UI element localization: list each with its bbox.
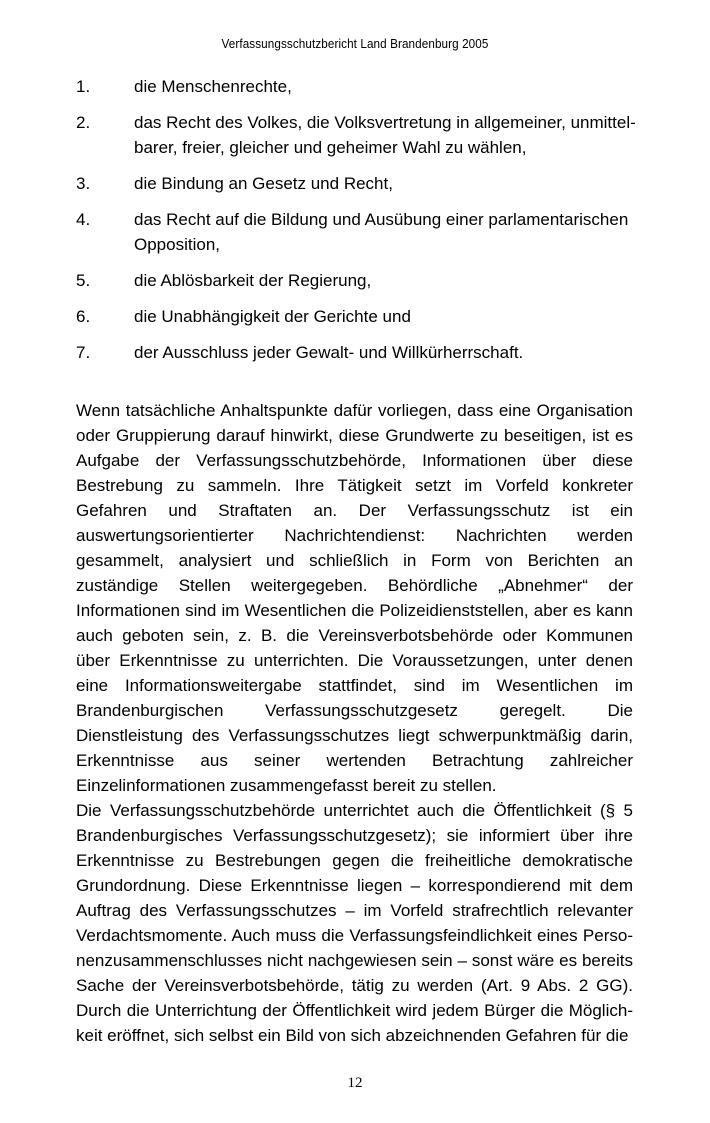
list-item-number: 2. <box>76 113 91 132</box>
list-item-text: die Ablösbarkeit der Regierung, <box>134 271 372 290</box>
list-item-text: die Menschenrechte, <box>134 77 292 96</box>
list-item-number: 3. <box>76 174 91 193</box>
list-item <box>76 74 636 99</box>
list-item-number: 4. <box>76 210 91 229</box>
list-item-number: 6. <box>76 307 91 326</box>
list-item-text: die Unabhängigkeit der Gerichte und <box>134 307 411 326</box>
basic-values-list <box>76 74 636 376</box>
list-item <box>76 207 636 257</box>
running-header: Verfassungsschutzbericht Land Brandenburg 2005 <box>221 36 489 51</box>
page-number: 12 <box>347 1075 363 1091</box>
list-item <box>76 110 636 160</box>
list-item <box>76 304 636 329</box>
body-paragraph-1: Wenn tatsächliche Anhaltspunkte dafür vorliegen, dass eine Organisation oder Gruppierung darauf hinwirkt, diese Grundwerte zu beseitigen, ist es Aufgabe der Verfassungsschutzbehörde, Informationen über diese Bestrebung zu sammeln. Ihre Tätigkeit setzt im Vorfeld konkreter Gefahren und Straftaten an. Der Verfassungsschutz ist ein auswertungsorientierter Nachrichtendienst: Nachrichten werden gesammelt, analysiert und schließlich in Form von Berichten an zuständige Stellen weitergegeben. Behördliche „Abnehmer“ der Informationen sind im Wesentlichen die Polizeidienststellen, aber es kann auch geboten sein, z. B. die Vereinsverbotsbehörde oder Kommunen über Erkenntnisse zu unterrichten. Die Voraussetzungen, unter denen eine Informationsweitergabe stattfindet, sind im Wesentlichen im Brandenburgischen Verfassungsschutzgesetz geregelt. Die Dienstleistung des Verfassungsschutzes liegt schwerpunktmäßig darin, Erkenntnisse aus seiner wertenden Betrachtung zahlreicher Einzelinformationen zusammengefasst bereit zu stellen. <box>76 401 633 795</box>
list-item-text: das Recht auf die Bildung und Ausübung einer parlamentarischen Opposition, <box>134 210 629 254</box>
list-item-number: 7. <box>76 343 91 362</box>
list-item-text: der Ausschluss jeder Gewalt- und Willkürherrschaft. <box>134 343 524 362</box>
list-item-text: die Bindung an Gesetz und Recht, <box>134 174 393 193</box>
list-item <box>76 268 636 293</box>
list-item <box>76 340 636 365</box>
list-item-number: 5. <box>76 271 91 290</box>
list-item <box>76 171 636 196</box>
body-paragraph-2: Die Verfassungsschutzbehörde unterrichtet auch die Öffentlichkeit (§ 5 Brandenburgisches Verfassungsschutzgesetz); sie informiert über ihre Erkenntnisse zu Bestrebungen gegen die freiheitliche demokratische Grundordnung. Diese Erkenntnisse liegen – korrespondierend mit dem Auftrag des Verfassungsschutzes – im Vorfeld strafrechtlich relevanter Verdachtsmomente. Auch muss die Verfassungsfeindlichkeit eines Personenzusammenschlusses nicht nachgewiesen sein – sonst wäre es bereits Sache der Vereinsverbotsbehörde, tätig zu werden (Art. 9 Abs. 2 GG). Durch die Unterrichtung der Öffentlichkeit wird jedem Bürger die Möglichkeit eröffnet, sich selbst ein Bild von sich abzeichnenden Gefahren für die <box>76 801 633 1045</box>
list-item-text: das Recht des Volkes, die Volksvertretung in allgemeiner, unmittelbarer, freier, gleicher und geheimer Wahl zu wählen, <box>134 113 636 157</box>
list-item-number: 1. <box>76 77 91 96</box>
